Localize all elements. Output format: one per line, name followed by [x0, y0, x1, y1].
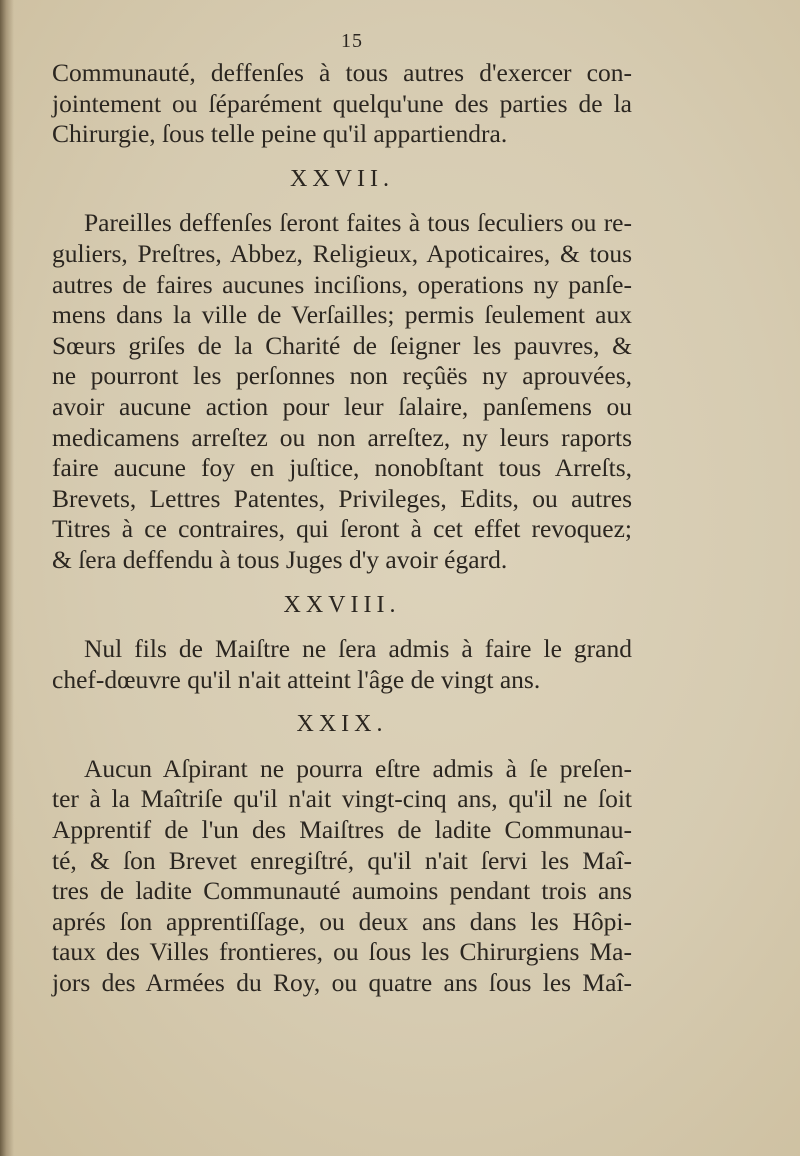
article-xxix-text — [52, 754, 632, 999]
text-line: avoir aucune action pour leur ſalaire, panſemens ou — [52, 391, 632, 421]
text-line: Titres à ce contraires, qui ſeront à cet effet revoquez; — [52, 514, 632, 544]
text-line: autres de faires aucunes inciſions, operations ny panſe- — [52, 269, 632, 299]
text-line: aprés ſon apprentiſſage, ou deux ans dans les Hôpi- — [52, 906, 632, 936]
text-line: Aucun Aſpirant ne pourra eſtre admis à ſe preſen- — [84, 753, 632, 783]
text-line: taux des Villes frontieres, ou ſous les Chirurgiens Ma- — [52, 937, 632, 967]
text-line: tres de ladite Communauté aumoins pendant trois ans — [52, 876, 632, 906]
article-xxvii-text — [52, 208, 632, 575]
text-line: jointement ou ſéparément quelqu'une des parties de la — [52, 88, 632, 118]
article-heading-xxix: XXIX. — [296, 711, 388, 738]
text-line: chef-dœuvre qu'il n'ait atteint l'âge de vingt ans. — [52, 664, 541, 694]
text-line: ter à la Maîtriſe qu'il n'ait vingt-cinq ans, qu'il ne ſoit — [52, 784, 632, 814]
article-heading-xxvii: XXVII. — [290, 165, 394, 192]
text-line: Communauté, deffenſes à tous autres d'exercer con- — [52, 58, 632, 87]
text-line: Nul fils de Maiſtre ne ſera admis à faire le grand — [84, 634, 632, 664]
text-block — [52, 58, 632, 999]
article-xxviii-text — [52, 634, 632, 695]
text-line: Apprentif de l'un des Maiſtres de ladite Communau- — [52, 815, 632, 845]
spine-shadow — [0, 0, 14, 1156]
text-line: & ſera deffendu à tous Juges d'y avoir égard. — [52, 544, 508, 574]
text-line: Brevets, Lettres Patentes, Privileges, Edits, ou autres — [52, 483, 632, 513]
page-number: 15 — [341, 30, 363, 52]
text-line: faire aucune foy en juſtice, nonobſtant tous Arreſts, — [52, 453, 632, 483]
text-line: ne pourront les perſonnes non reçûës ny aprouvées, — [52, 361, 632, 391]
text-line: Chirurgie, ſous telle peine qu'il appartiendra. — [52, 119, 508, 149]
text-line: té, & ſon Brevet enregiſtré, qu'il n'ait ſervi les Maî- — [52, 845, 632, 875]
text-line: Sœurs griſes de la Charité de ſeigner les pauvres, & — [52, 330, 632, 360]
text-line: mens dans la ville de Verſailles; permis ſeulement aux — [52, 300, 632, 330]
paragraph-continuation — [52, 58, 632, 150]
text-line: jors des Armées du Roy, ou quatre ans ſous les Maî- — [52, 968, 632, 998]
article-heading-xxviii: XXVIII. — [283, 591, 401, 618]
text-line: medicamens arreſtez ou non arreſtez, ny leurs raports — [52, 422, 632, 452]
text-line: guliers, Preſtres, Abbez, Religieux, Apoticaires, & tous — [52, 238, 632, 268]
text-line: Pareilles deffenſes ſeront faites à tous ſeculiers ou re- — [84, 208, 632, 238]
